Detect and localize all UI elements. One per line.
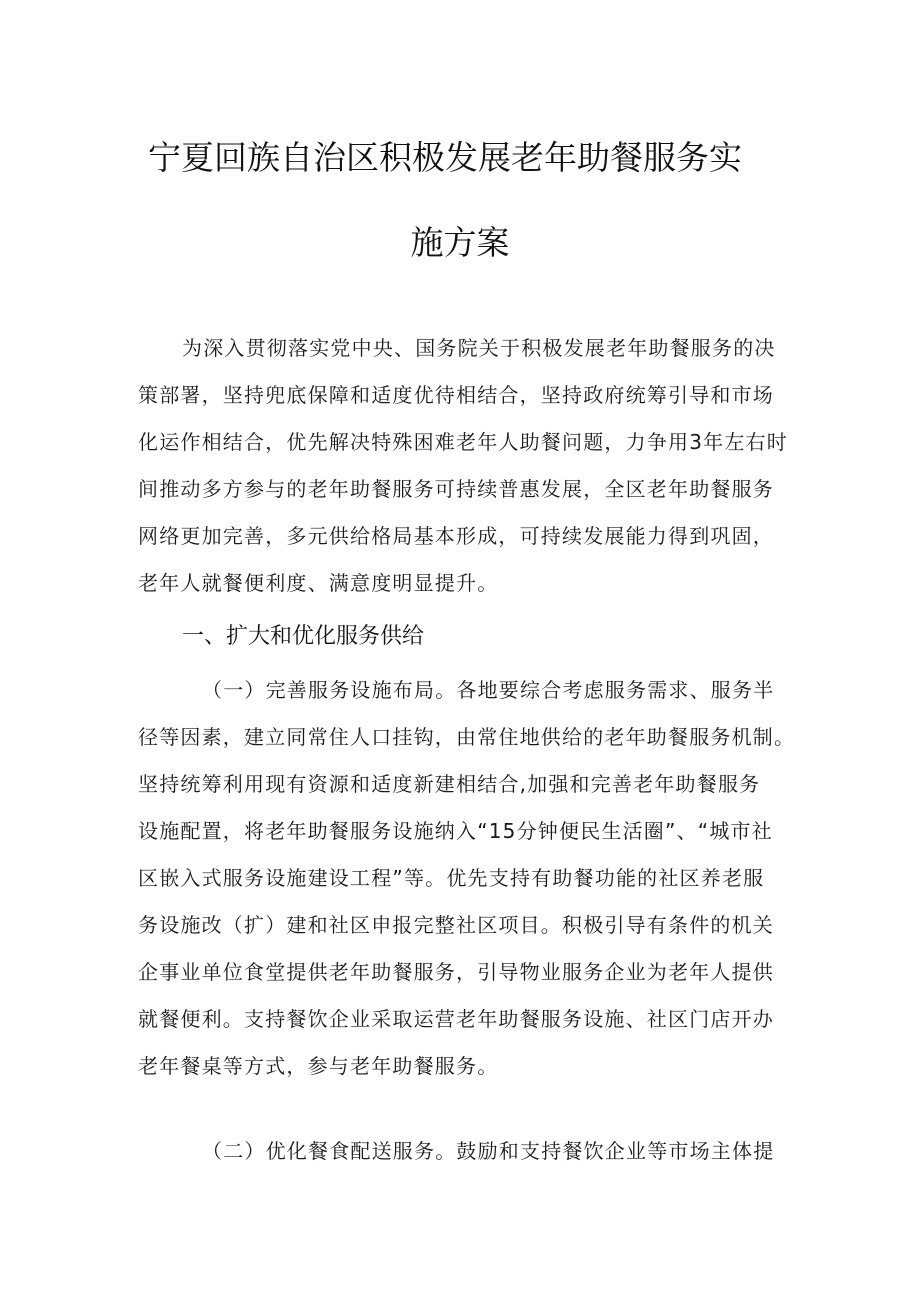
intro-line-5: 网络更加完善，多元供给格局基本形成，可持续发展能力得到巩固， xyxy=(138,524,774,548)
section-1-item-1-line-1: （一）完善服务设施布局。各地要综合考虑服务需求、服务半 xyxy=(202,678,775,702)
section-1-item-2-line-1: （二）优化餐食配送服务。鼓励和支持餐饮企业等市场主体提 xyxy=(202,1139,775,1163)
intro-line-6: 老年人就餐便利度、满意度明显提升。 xyxy=(138,571,499,595)
section-1-item-1-line-2: 径等因素，建立同常住人口挂钩，由常住地供给的老年助餐服务机制。 xyxy=(138,725,796,749)
section-1-item-1-line-9: 老年餐桌等方式，参与老年助餐服务。 xyxy=(138,1054,499,1078)
section-1-heading: 一、扩大和优化服务供给 xyxy=(182,624,425,649)
section-1-item-1-line-3: 坚持统筹利用现有资源和适度新建相结合,加强和完善老年助餐服务 xyxy=(138,772,761,796)
section-1-item-1-line-5: 区嵌入式服务设施建设工程”等。优先支持有助餐功能的社区养老服 xyxy=(138,866,765,890)
section-1-item-1-line-8: 就餐便利。支持餐饮企业采取运营老年助餐服务设施、社区门店开办 xyxy=(138,1007,774,1031)
intro-line-2: 策部署，坚持兜底保障和适度优待相结合，坚持政府统筹引导和市场 xyxy=(138,383,774,407)
intro-line-4: 间推动多方参与的老年助餐服务可持续普惠发展，全区老年助餐服务 xyxy=(138,477,774,501)
section-1-item-1-line-7: 企事业单位食堂提供老年助餐服务，引导物业服务企业为老年人提供 xyxy=(138,960,774,984)
intro-line-1: 为深入贯彻落实党中央、国务院关于积极发展老年助餐服务的决 xyxy=(182,336,776,360)
section-1-item-1-line-4: 设施配置，将老年助餐服务设施纳入“15分钟便民生活圈”、“城市社 xyxy=(138,819,773,843)
section-1-item-1-line-6: 务设施改（扩）建和社区申报完整社区项目。积极引导有条件的机关 xyxy=(138,913,774,937)
document-title-line-2: 施方案 xyxy=(410,223,510,262)
intro-line-3: 化运作相结合，优先解决特殊困难老年人助餐问题，力争用3年左右时 xyxy=(138,430,788,454)
document-title-line-1: 宁夏回族自治区积极发展老年助餐服务实 xyxy=(148,138,742,177)
